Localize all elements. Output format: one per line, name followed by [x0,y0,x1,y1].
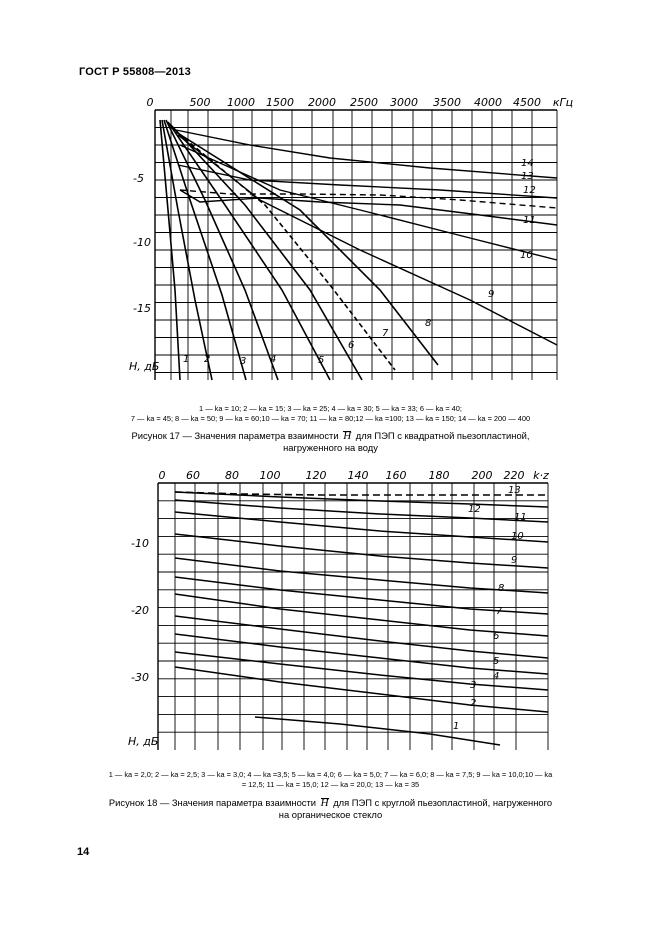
figure-17-curve-label-6: 6 [348,340,355,351]
figure-17-top-tick-label: 2000 [308,96,336,109]
figure-18-top-tick-label: 220 [503,469,525,482]
figure-17-top-tick-label: 3000 [390,96,418,109]
figure-18-curve-label-3: 3 [470,680,477,691]
figure-18-curve-label-5: 5 [493,656,500,667]
figure-18 [0,462,661,762]
page-number: 14 [77,846,90,858]
figure-17-curve-label-14: 14 [521,158,534,169]
figure-18-curve-label-7: 7 [496,606,503,617]
figure-18-curve [175,594,548,636]
figure-18-top-axis [159,469,550,482]
figure-18-top-tick-label: 140 [347,469,369,482]
figure-17-top-axis [147,96,574,109]
figure-18-top-tick-label: 160 [385,469,407,482]
figure-18-left-tick-label: -30 [131,671,149,684]
figure-18-graph [0,462,661,762]
figure-17-curve [176,132,438,365]
figure-18-top-tick-label: 100 [259,469,281,482]
figure-17-top-tick-label: 500 [189,96,211,109]
figure-17-top-tick-label: 2500 [350,96,378,109]
figure-17-curve-label-1: 1 [183,354,190,365]
figure-18-caption-symbol: H [320,797,329,809]
figure-18-caption-line-2: на органическое стекло [278,809,383,820]
figure-17-curve-labels [183,158,536,367]
figure-18-top-tick-label: k·z [533,469,549,482]
figure-17-left-tick-label: -5 [133,172,144,185]
figure-17-top-tick-label: 4000 [474,96,502,109]
figure-17-left-tick-label: H, дБ [129,360,160,373]
figure-17-caption-line-2: нагруженного на воду [283,442,378,453]
figure-17-curve [172,128,395,370]
figure-18-top-tick-label: 0 [158,469,166,482]
figure-18-curve [175,558,548,593]
figure-17-left-tick-label: -15 [133,302,151,315]
figure-18-curve [175,512,548,542]
figure-18-top-tick-label: 60 [186,469,200,482]
figure-17-curve-label-2: 2 [204,354,211,365]
figure-17-top-tick-label: 0 [146,96,154,109]
figure-18-curve-label-10: 10 [511,531,524,542]
figure-18-curve-label-1: 1 [453,721,460,732]
figure-17-top-tick-label: 1500 [266,96,294,109]
figure-17-curve-label-4: 4 [270,354,277,365]
figure-17-curve-label-5: 5 [318,355,325,366]
document-header: ГОСТ Р 55808—2013 [79,66,191,78]
figure-18-left-axis [128,537,158,748]
figure-17-curve-label-3: 3 [240,356,247,367]
figure-17 [0,90,661,390]
figure-17-caption-suffix: для ПЭП с квадратной пьезопластиной, [355,430,530,441]
figure-18-left-tick-label: -20 [131,604,149,617]
figure-18-top-tick-label: 120 [305,469,327,482]
figure-18-curve-label-8: 8 [498,583,505,594]
figure-18-left-tick-label: H, дБ [128,735,159,748]
figure-17-top-tick-label: 1000 [227,96,255,109]
figure-18-curve-label-4: 4 [493,671,500,682]
figure-17-curve-label-11: 11 [523,215,536,226]
figure-18-curve-label-6: 6 [493,631,500,642]
figure-17-legend [0,404,661,424]
figure-18-curves [175,492,548,745]
figure-17-top-tick-label: 3500 [433,96,461,109]
figure-17-top-tick-label: кГц [552,96,574,109]
figure-17-legend-line-1: 1 — ka = 10; 2 — ka = 15; 3 — ka = 25; 4 — ka = 30; 5 — ka = 33; 6 — ka = 40; [199,404,462,413]
figure-18-caption-prefix: Рисунок 18 — Значения параметра взаимности [108,797,317,808]
figure-18-top-tick-label: 180 [428,469,450,482]
figure-17-curve-label-9: 9 [488,289,495,300]
figure-18-curve-label-13: 13 [508,485,521,496]
figure-18-curve-label-11: 11 [514,512,527,523]
figure-17-curve-label-7: 7 [382,328,389,339]
figure-17-curve [178,135,557,345]
figure-18-legend-line-1: 1 — ka = 2,0; 2 — ka = 2,5; 3 — ka = 3,0; 4 — ka =3,5; 5 — ka = 4,0; 6 — ka = 5,0; 7 — ka = 6,0; 8 — ka = 7,5; 9 — ka = 10,0;10 — ka [108,770,553,779]
figure-18-curve-label-9: 9 [511,555,518,566]
figure-17-caption-prefix: Рисунок 17 — Значения параметра взаимности [131,430,339,441]
figure-17-left-tick-label: -10 [133,236,151,249]
figure-17-curve [168,122,330,380]
figure-18-curve-label-12: 12 [468,504,481,515]
figure-17-caption [0,430,661,454]
figure-18-curve [175,577,548,614]
figure-17-curve-label-13: 13 [521,171,534,182]
figure-18-caption-suffix: для ПЭП с круглой пьезопластиной, нагруженного [333,797,553,808]
figure-17-curve-label-8: 8 [425,318,432,329]
figure-18-caption [0,797,661,821]
figure-17-caption-symbol: H [343,430,352,442]
figure-17-graph [0,90,661,390]
figure-18-legend-line-2: = 12,5; 11 — ka = 15,0; 12 — ka = 20,0; 13 — ka = 35 [241,780,420,789]
figure-17-curve-label-10: 10 [520,250,533,261]
figure-18-curve [255,717,500,745]
figure-18-legend [0,770,661,790]
figure-17-legend-line-2: 7 — ka = 45; 8 — ka = 50; 9 — ka = 60;10 — ka = 70; 11 — ka = 80;12 — ka =100; 13 — ka = 150; 14 — ka = 200 — 400 [130,414,531,423]
figure-18-curve-label-2: 2 [470,698,477,709]
figure-17-curve-label-12: 12 [523,185,536,196]
figure-17-top-tick-label: 4500 [513,96,541,109]
figure-18-top-tick-label: 200 [471,469,493,482]
figure-18-top-tick-label: 80 [225,469,239,482]
figure-18-left-tick-label: -10 [131,537,149,550]
